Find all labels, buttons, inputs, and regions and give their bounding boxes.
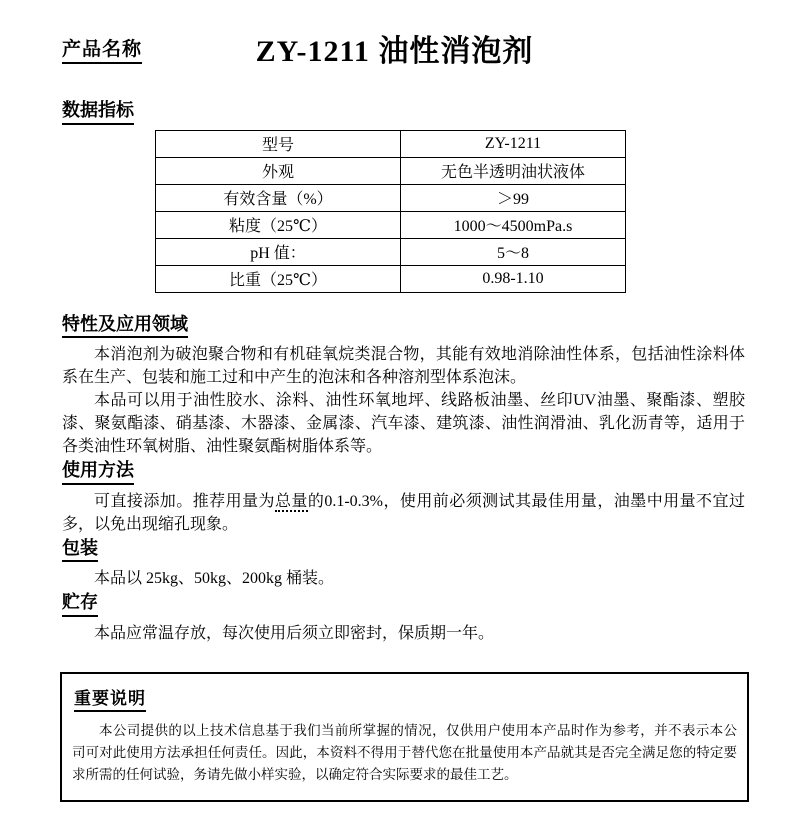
storage-paragraph: 本品应常温存放，每次使用后须立即密封，保质期一年。 (94, 624, 495, 642)
spec-label: 外观 (156, 157, 401, 184)
page-title: ZY-1211 油性消泡剂 (255, 35, 534, 68)
usage-paragraph (62, 490, 745, 536)
spec-label: 比重（25℃） (156, 265, 401, 292)
section-heading-usage: 使用方法 (62, 460, 134, 485)
table-row (156, 265, 626, 292)
spec-value: ＞99 (401, 184, 626, 211)
section-heading-storage: 贮存 (62, 592, 98, 617)
product-name-label: 产品名称 (62, 34, 142, 64)
table-row (156, 130, 626, 157)
packaging-paragraph: 本品以 25kg、50kg、200kg 桶装。 (94, 570, 335, 588)
spec-value: 无色半透明油状液体 (401, 157, 626, 184)
table-row (156, 184, 626, 211)
section-heading-specs: 数据指标 (62, 100, 134, 125)
table-row (156, 157, 626, 184)
spec-label: pH 值： (156, 238, 401, 265)
header (0, 0, 789, 66)
usage-text-after: 的0.1-0.3%，使用前必须测试其最佳用量，油墨中用量不宜过多，以免出现缩孔现象。 (62, 492, 745, 533)
spec-value: 5～8 (401, 238, 626, 265)
notice-heading: 重要说明 (74, 684, 146, 712)
spec-label: 型号 (156, 130, 401, 157)
usage-text-emphasis: 总量 (274, 492, 308, 510)
features-paragraph-2: 本品可以用于油性胶水、涂料、油性环氧地坪、线路板油墨、丝印UV油墨、聚酯漆、塑胶漆、聚氨酯漆、硝基漆、木器漆、金属漆、汽车漆、建筑漆、油性润滑油、乳化沥青等，适用于各类油性环氧树脂、油性聚氨酯树脂体系等。 (62, 392, 745, 456)
section-heading-packaging: 包装 (62, 538, 98, 563)
section-heading-features: 特性及应用领域 (62, 314, 188, 339)
spec-value: ZY-1211 (401, 130, 626, 157)
important-notice-box (60, 672, 749, 802)
spec-label: 有效含量（%） (156, 184, 401, 211)
usage-text-before: 可直接添加。推荐用量为 (94, 492, 275, 510)
spec-value: 0.98-1.10 (401, 265, 626, 292)
spec-label: 粘度（25℃） (156, 211, 401, 238)
table-row (156, 238, 626, 265)
notice-paragraph: 本公司提供的以上技术信息基于我们当前所掌握的情况，仅供用户使用本产品时作为参考，并不表示本公 司可对此使用方法承担任何责任。因此，本资料不得用于替代您在批量使用本产品就其是否完全满足您的特定要求所需的任何试验，务请先做小样实验，以确定符合实际要求的最佳工艺。 (72, 722, 751, 782)
features-paragraph-1: 本消泡剂为破泡聚合物和有机硅氧烷类混合物，其能有效地消除油性体系，包括油性涂料体系在生产、包装和施工过和中产生的泡沫和各种溶剂型体系泡沫。 (62, 346, 745, 387)
spec-table (155, 130, 626, 293)
table-row (156, 211, 626, 238)
spec-value: 1000～4500mPa.s (401, 211, 626, 238)
